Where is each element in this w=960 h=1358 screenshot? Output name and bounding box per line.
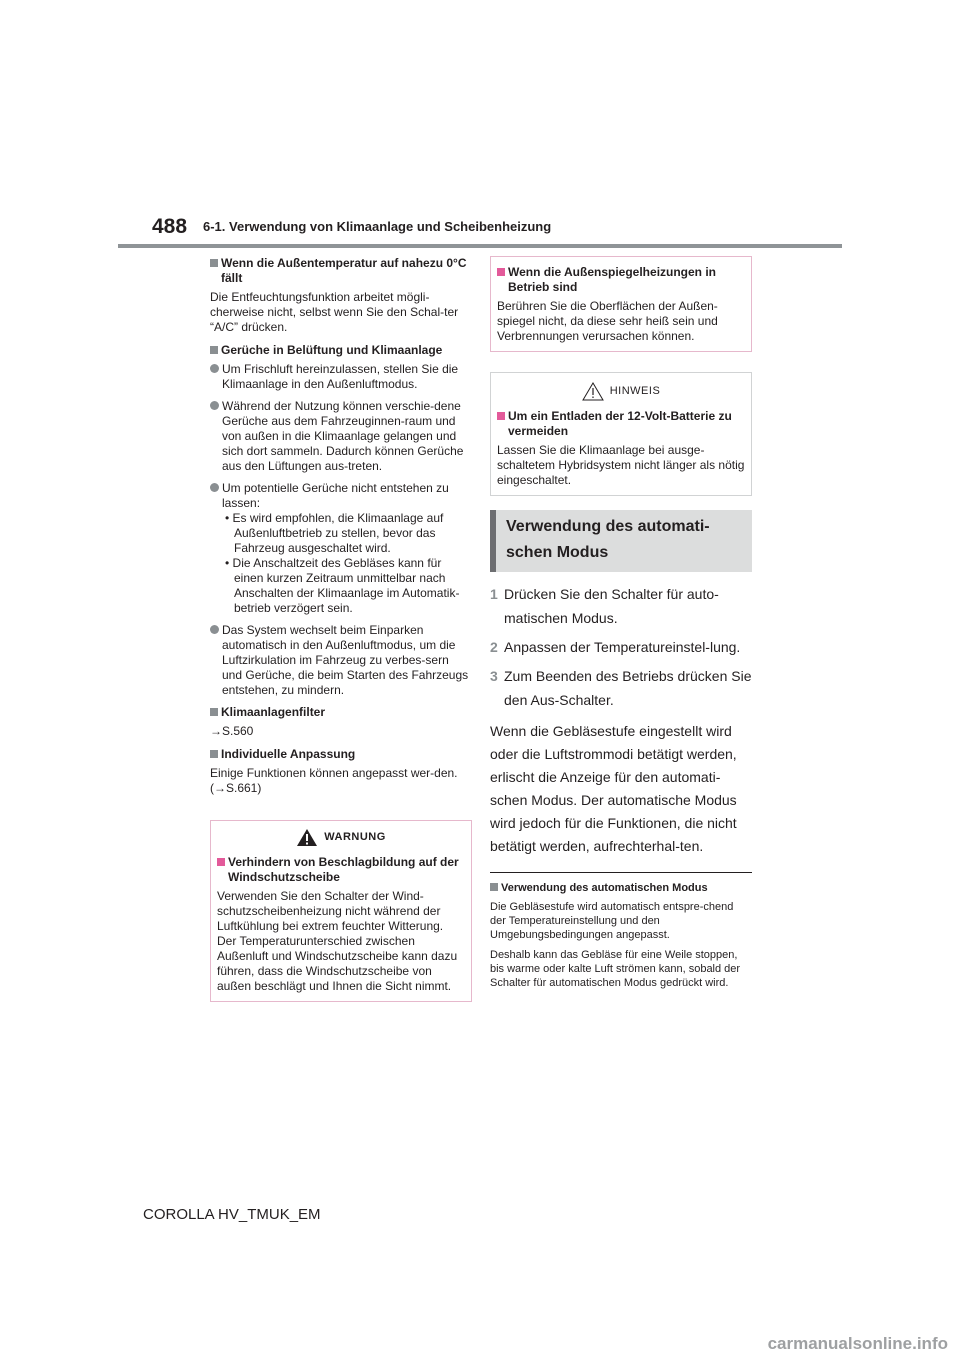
info-text: Die Gebläsestufe wird automatisch entspre-chend der Temperatureinstellung und den Umgebungsbedingungen angepasst.: [490, 901, 734, 941]
step-item: 3 Zum Beenden des Betriebs drücken Sie den Aus-Schalter.: [490, 668, 752, 708]
heading-odors: Gerüche in Belüftung und Klimaanlage: [210, 343, 472, 358]
list-item: Während der Nutzung können verschie-dene Gerüche aus dem Fahrzeuginnen-raum und von außen in die Klimaanlage gelangen und sich dort sammeln. Dadurch können Gerüche aus den Lüftungen aus-treten.: [210, 399, 472, 474]
circle-bullet-icon: [210, 625, 219, 634]
link-filter-page[interactable]: →S.560: [210, 724, 254, 738]
square-bullet-icon: [210, 346, 218, 354]
warning-triangle-icon: [296, 828, 318, 847]
square-bullet-icon: [217, 858, 225, 866]
header-rule: [118, 244, 842, 248]
auto-mode-paragraph: Wenn die Gebläsestufe eingestellt wird oder die Luftstrommodi betätigt werden, erlischt die Anzeige für den automati-schen Modus. Der automatische Modus wird jedoch für die Funktionen, die nicht betätigt werden, aufrechterhal-ten.: [490, 723, 737, 854]
warning-text: Verwenden Sie den Schalter der Wind-schutzscheibenheizung nicht während der Luftkühlung bei extrem feuchter Witterung. Der Temperaturunterschied zwischen Außenluft und Windschutzscheibe kann dazu führen, dass die Windschutzscheibe von außen beschlägt und Ihnen die Sicht nimmt.: [217, 889, 458, 993]
footer-model: COROLLA HV_TMUK_EM: [143, 1206, 321, 1223]
square-bullet-icon: [210, 708, 218, 716]
warning-box: [210, 820, 472, 1002]
notice-triangle-icon: [582, 382, 604, 401]
notice-heading: Um ein Entladen der 12-Volt-Batterie zu vermeiden: [497, 409, 745, 439]
section-banner: Verwendung des automati-schen Modus: [490, 510, 752, 572]
warning-heading: Verhindern von Beschlagbildung auf der Windschutzscheibe: [217, 855, 465, 885]
square-bullet-icon: [497, 412, 505, 420]
notice-box: [490, 372, 752, 496]
circle-bullet-icon: [210, 483, 219, 492]
notice-title: HINWEIS: [497, 381, 745, 401]
divider: [490, 872, 752, 873]
text-customization: Einige Funktionen können angepasst wer-den. (→S.661): [210, 766, 458, 795]
heading-customization: Individuelle Anpassung: [210, 747, 472, 762]
list-item: Das System wechselt beim Einparken automatisch in den Außenluftmodus, um die Luftzirkulation im Fahrzeug zu verbes-sern und Gerüche, die beim Starten des Fahrzeugs entstehen, zu mindern.: [210, 623, 472, 698]
square-bullet-icon: [210, 259, 218, 267]
list-item: Um Frischluft hereinzulassen, stellen Sie die Klimaanlage in den Außenluftmodus.: [210, 362, 472, 392]
square-bullet-icon: [497, 268, 505, 276]
section-title: 6-1. Verwendung von Klimaanlage und Scheibenheizung: [203, 219, 552, 234]
list-item: Um potentielle Gerüche nicht entstehen zu lassen: • Es wird empfohlen, die Klimaanlage auf Außenluftbetrieb zu stellen, bevor das Fahrzeug ausgeschaltet wird. • Die Anschaltzeit des Gebläses kann für einen kurzen Zeitraum unmittelbar nach Anschalten der Klimaanlage im Automatik-betrieb verzögert sein.: [210, 481, 472, 616]
step-item: 1 Drücken Sie den Schalter für auto-matischen Modus.: [490, 586, 719, 626]
warning-title: WARNUNG: [217, 827, 465, 847]
page-number: 488: [152, 215, 188, 238]
watermark: carmanualsonline.info: [767, 1334, 948, 1353]
info-heading: Verwendung des automatischen Modus: [490, 881, 752, 896]
heading-filter: Klimaanlagenfilter: [210, 705, 472, 720]
warning-heading: Wenn die Außenspiegelheizungen in Betrieb sind: [497, 265, 745, 295]
info-text: Deshalb kann das Gebläse für eine Weile stoppen, bis warme oder kalte Luft strömen kann, sobald der Schalter für automatischen Modus gedrückt wird.: [490, 949, 741, 989]
right-column: [490, 256, 752, 996]
notice-text: Lassen Sie die Klimaanlage bei ausge-schaltetem Hybridsystem nicht länger als nötig eingeschaltet.: [497, 443, 745, 487]
left-column: [210, 256, 472, 1002]
circle-bullet-icon: [210, 364, 219, 373]
sub-list: [222, 511, 472, 616]
square-bullet-icon: [210, 750, 218, 758]
warning-text: Berühren Sie die Oberflächen der Außen-spiegel nicht, da diese sehr heiß sein und Verbrennungen verursachen können.: [497, 299, 718, 343]
step-item: 2 Anpassen der Temperatureinstel-lung.: [490, 639, 741, 655]
warning-box-continued: [490, 256, 752, 352]
circle-bullet-icon: [210, 401, 219, 410]
text-outside-temp: Die Entfeuchtungsfunktion arbeitet mögli-cherweise nicht, selbst wenn Sie den Schal-ter “A/C” drücken.: [210, 290, 459, 334]
sub-list-item: • Die Anschaltzeit des Gebläses kann für einen kurzen Zeitraum unmittelbar nach Anschalten der Klimaanlage im Automatik-betrieb verzögert sein.: [225, 556, 460, 615]
square-bullet-icon: [490, 883, 498, 891]
sub-list-item: • Es wird empfohlen, die Klimaanlage auf Außenluftbetrieb zu stellen, bevor das Fahrzeug ausgeschaltet wird.: [225, 511, 444, 555]
heading-outside-temp: Wenn die Außentemperatur auf nahezu 0°C fällt: [210, 256, 472, 286]
